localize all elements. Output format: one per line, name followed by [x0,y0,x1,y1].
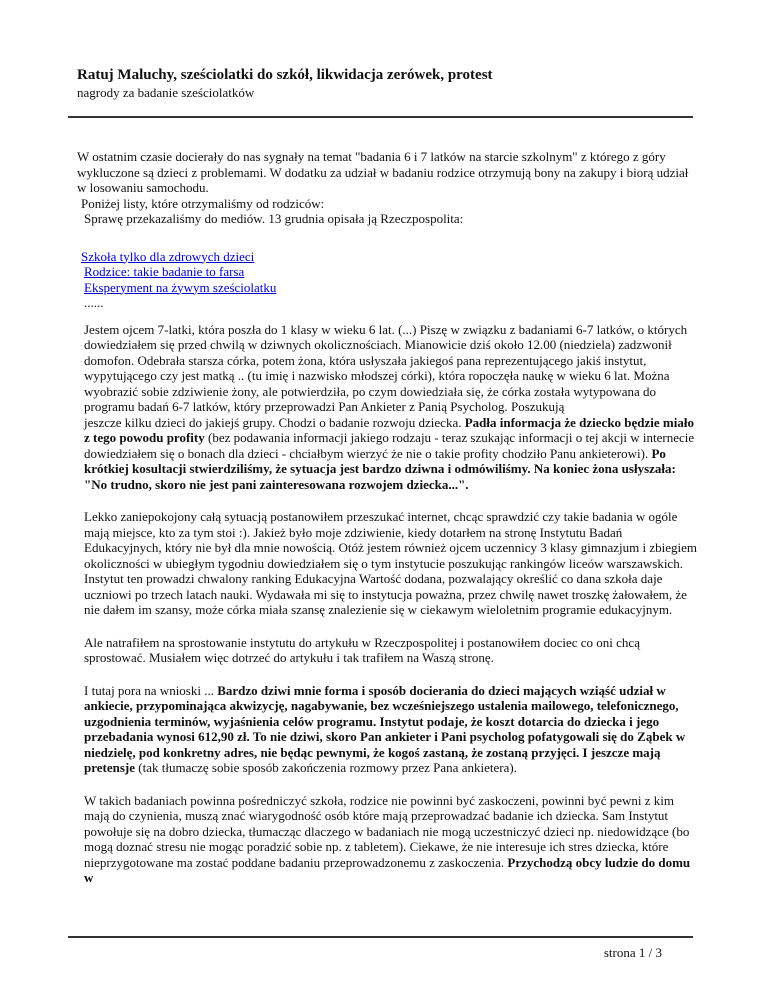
intro-media-note: Sprawę przekazaliśmy do mediów. 13 grudnia opisała ją Rzeczpospolita: [84,211,464,226]
letter-1-text-1: Jestem ojcem 7-latki, która poszła do 1 klasy w wieku 6 lat. (...) Piszę w związku z badaniami 6-7 latków, o których dowiedziałem się przed chwilą w dziwnych okolicznościach. Mianowicie dziś około 12.00 (niedziela) zadzwonił domofon. Odebrała starsza córka, potem żona, która usłyszała jakiegoś pana reprezentującego jakiś instytut, wypytującego czy jest matką .. (tu imię i nazwisko młodszej córki), która ropoczęła naukę w wieku 6 lat. Można wyobrazić sobie zdziwienie żony, ale potwierdziła, po czym dowiedziała się, że córka została wytypowana do programu badań 6-7 latków, który przeprowadzi Pan Ankieter z Panią Psycholog. Poszukują [84,321,688,414]
intro [77,149,699,227]
intro-paragraph: W ostatnim czasie docierały do nas sygnały na temat "badania 6 i 7 latków na starcie szkolnym" z którego z góry wykluczone są dzieci z problemami. W dodatku za udział w badaniu rodzice otrzymują bony na zakupy i biorą udział w losowaniu samochodu. [77,149,689,195]
article-link-1[interactable]: Szkoła tylko dla zdrowych dzieci [81,248,255,264]
letter-1-text-2: jeszcze kilku dzieci do jakiejś grupy. Chodzi o badanie rozwoju dziecka. [84,414,465,430]
intro-letters-note: Poniżej listy, które otrzymaliśmy od rodziców: [81,195,325,211]
link-row-3 [77,280,699,296]
letter-paragraph-3: Ale natrafiłem na sprostowanie instytutu do artykułu w Rzeczpospolitej i postanowiłem dociec co oni chcą sprostować. Musiałem więc dotrzeć do artykułu i tak trafiłem na Waszą stronę. [84,634,640,665]
letter-1-bold-1: Padła informacja że dziecko będzie miało z tego powodu profity [84,414,694,445]
letter-paragraph-4 [77,683,699,776]
article-body [77,149,699,886]
ellipsis: ...... [84,295,104,310]
page-number: strona 1 / 3 [603,945,662,960]
letter-4-text-2: (tak tłumaczę sobie sposób zakończenia rozmowy przez Pana ankietera). [135,760,517,775]
footer-divider [68,936,693,938]
letter-1-text-3: (bez podawania informacji jakiego rodzaju - teraz szukając informacji o tej akcji w internecie dowiedziałem się o bonach dla dzieci - chciałbym wierzyć że nie o takie profity chodziło Panu ankieterowi). [84,430,695,461]
letter-1-bold-2: Po krótkiej kosultacji stwierdziliśmy, że sytuacja jest bardzo dziwna i odmówiliśmy. Na koniec żona usłyszała: "No trudno, skoro nie jest pani zainteresowana rozwojem dziecka...". [84,445,676,492]
letter-4-text-1: I tutaj pora na wnioski ... [84,682,218,698]
letter-4-bold-1: Bardzo dziwi mnie forma i sposób docierania do dzieci mających wziąść udział w ankiecie, przypominająca akwizycję, nagabywanie, bez wcześniejszego ustalenia mailowego, telefonicznego, uzgodnienia terminów, wyjaśnienia celów programu. Instytut podaje, że koszt dotarcia do dziecka i jego przebadania wynosi 612,90 zł. To nie dziwi, skoro Pan ankieter i Pani psycholog pofatygowali się do Ząbek w niedzielę, pod konkretny adres, nie będąc pewnymi, że kogoś zastaną, że zostaną przyjęci. I jeszcze mają pretensje [84,682,686,775]
letter-paragraph-1 [77,322,699,493]
article-link-2[interactable]: Rodzice: takie badanie to farsa [84,264,245,279]
article-link-3[interactable]: Eksperyment na żywym sześciolatku [84,279,277,295]
document-title: Ratuj Maluchy, sześciolatki do szkół, likwidacja zerówek, protest [77,67,493,83]
link-row-2 [77,264,699,280]
letter-5-text-1: W takich badaniach powinna pośredniczyć szkoła, rodzice nie powinni być zaskoczeni, powinni być pewni z kim mają do czynienia, muszą znać wiarygodność osób które mają przeprowadzać badanie ich dziecka. Sam Instytut powołuje się na dobro dziecka, tłumacząc dlaczego w badaniach nie mogą uczestniczyć dzieci np. niedowidzące (bo mogą doznać stresu nie mogąc poradzić sobie np. z tabletem). Ciekawe, że nie interesuje ich stres dziecka, które nieprzygotowane ma zostać poddane badaniu przeprowadzonemu z zaskoczenia. [84,792,690,870]
letter-5-bold-1: Przychodzą obcy ludzie do domu w [84,854,691,885]
header-divider [68,116,693,118]
letter-paragraph-2: Lekko zaniepokojony całą sytuacją postanowiłem przeszukać internet, chcąc sprawdzić czy takie badania w ogóle mają miejsce, kto za tym stoi :). Jakież było moje zdziwienie, kiedy dotarłem na stronę Instytutu Badań Edukacyjnych, który nie był dla mnie nowością. Otóż jestem również ojcem uczennicy 3 klasy gimnazjum i zbiegiem okoliczności w ubiegłym tygodniu dowiedziałem się o tym instytucie poszukując rankingów liceów warszawskich. Instytut ten prowadzi chwalony ranking Edukacyjna Wartość dodana, pozwalający określić co dana szkoła daje uczniowi po trzech latach nauki. Wydawała mi się to instytucja poważna, przez chwilę nawet troszkę żałowałem, że nie dałem im szansy, może córka miała szansę znalezienie się w ciekawym wieloletnim programie edukacyjnym. [84,509,697,617]
letter-paragraph-5 [77,793,699,886]
document-subtitle: nagrody za badanie sześciolatków [77,85,255,100]
link-row-1 [77,249,699,265]
